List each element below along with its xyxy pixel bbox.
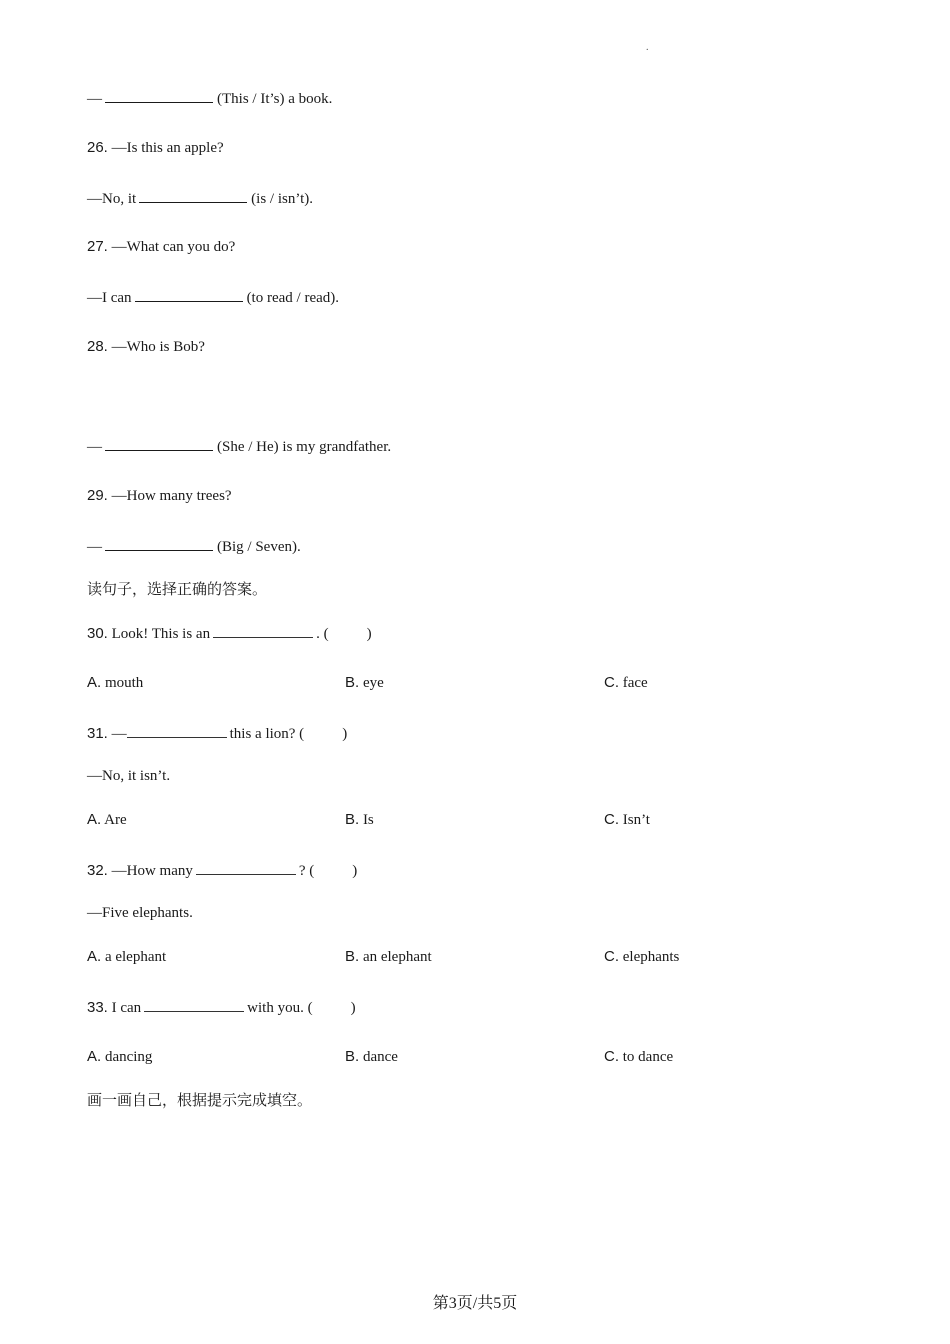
q31-option-c[interactable] (604, 810, 650, 830)
dash: — (87, 91, 102, 107)
q33-question (87, 997, 356, 1018)
q33-option-c[interactable] (604, 1047, 673, 1067)
option-letter: C. (604, 811, 619, 828)
q27-answer-line (87, 287, 339, 308)
question-number: 30. (87, 625, 108, 642)
question-text: —Who is Bob? (111, 339, 205, 355)
dash: — (87, 439, 102, 455)
answer-blank[interactable] (105, 536, 213, 551)
q31-option-a[interactable] (87, 810, 127, 830)
close-paren: ) (352, 863, 358, 879)
answer-blank[interactable] (135, 287, 243, 302)
q31-answer: —No, it isn’t. (87, 768, 171, 784)
option-text: eye (362, 675, 384, 691)
option-text: Are (104, 812, 127, 828)
q26-answer-line (87, 188, 313, 209)
q28-answer-line (87, 436, 391, 457)
option-letter: A. (87, 811, 102, 828)
question-number: 33. (87, 999, 108, 1016)
option-text: Is (362, 812, 374, 828)
top-dot: . (646, 42, 649, 53)
q32-option-a[interactable] (87, 947, 166, 967)
page-footer: 第3页/共5页 (432, 1295, 518, 1312)
answer-prefix: —No, it (87, 191, 137, 207)
q30-option-c[interactable] (604, 673, 648, 693)
option-text: face (622, 675, 648, 691)
option-text: Isn’t (622, 812, 650, 828)
q27-question (87, 237, 235, 257)
question-number: 32. (87, 862, 108, 879)
question-text: —How many trees? (111, 488, 232, 504)
q30-question (87, 623, 372, 644)
dash: — (87, 539, 102, 555)
option-text: a elephant (104, 949, 167, 965)
answer-blank[interactable] (139, 188, 247, 203)
question-text-after: . ( (316, 626, 329, 642)
answer-prefix: —I can (87, 290, 132, 306)
option-letter: B. (345, 948, 360, 965)
q32-answer: —Five elephants. (87, 905, 193, 921)
close-paren: ) (350, 1000, 356, 1016)
option-text: an elephant (362, 949, 432, 965)
question-number: 29. (87, 487, 108, 504)
option-letter: C. (604, 948, 619, 965)
question-text: —Is this an apple? (111, 140, 224, 156)
option-letter: B. (345, 1048, 360, 1065)
option-letter: B. (345, 811, 360, 828)
option-letter: A. (87, 948, 102, 965)
q32-option-b[interactable] (345, 947, 432, 967)
question-text: I can (111, 1000, 142, 1016)
q33-option-b[interactable] (345, 1047, 398, 1067)
answer-blank[interactable] (127, 723, 227, 738)
q31-option-b[interactable] (345, 810, 374, 830)
q32-option-c[interactable] (604, 947, 679, 967)
answer-blank[interactable] (196, 860, 296, 875)
hint-text: (This / It’s) a book. (217, 91, 333, 107)
option-text: mouth (104, 675, 144, 691)
option-letter: A. (87, 674, 102, 691)
option-letter: C. (604, 1048, 619, 1065)
q30-option-a[interactable] (87, 673, 143, 693)
question-text-after: with you. ( (247, 1000, 313, 1016)
section-heading-choose: 读句子，选择正确的答案。 (87, 580, 268, 598)
question-text: —What can you do? (111, 239, 236, 255)
option-letter: B. (345, 674, 360, 691)
q26-question (87, 138, 224, 158)
q31-question (87, 723, 347, 744)
answer-blank[interactable] (213, 623, 313, 638)
q29-answer-line (87, 536, 301, 557)
question-text: — (111, 726, 127, 742)
option-letter: C. (604, 674, 619, 691)
option-text: to dance (622, 1049, 674, 1065)
question-text-after: ? ( (298, 863, 315, 879)
q25-answer-line (87, 88, 332, 109)
q33-option-a[interactable] (87, 1047, 152, 1067)
answer-blank[interactable] (105, 88, 213, 103)
question-text: Look! This is an (111, 626, 211, 642)
question-number: 27. (87, 238, 108, 255)
question-number: 28. (87, 338, 108, 355)
option-letter: A. (87, 1048, 102, 1065)
close-paren: ) (366, 626, 372, 642)
option-text: dancing (104, 1049, 153, 1065)
answer-blank[interactable] (144, 997, 244, 1012)
hint-text: (She / He) is my grandfather. (217, 439, 392, 455)
q28-question (87, 337, 205, 357)
question-number: 31. (87, 725, 108, 742)
question-number: 26. (87, 139, 108, 156)
option-text: elephants (622, 949, 680, 965)
q32-question (87, 860, 357, 881)
section-heading-draw: 画一画自己，根据提示完成填空。 (87, 1091, 313, 1109)
question-text: —How many (111, 863, 193, 879)
question-text-after: this a lion? ( (229, 726, 305, 742)
q29-question (87, 486, 232, 506)
hint-text: (to read / read). (246, 290, 340, 306)
option-text: dance (362, 1049, 398, 1065)
answer-blank[interactable] (105, 436, 213, 451)
q30-option-b[interactable] (345, 673, 384, 693)
hint-text: (Big / Seven). (217, 539, 301, 555)
hint-text: (is / isn’t). (251, 191, 313, 207)
close-paren: ) (342, 726, 348, 742)
